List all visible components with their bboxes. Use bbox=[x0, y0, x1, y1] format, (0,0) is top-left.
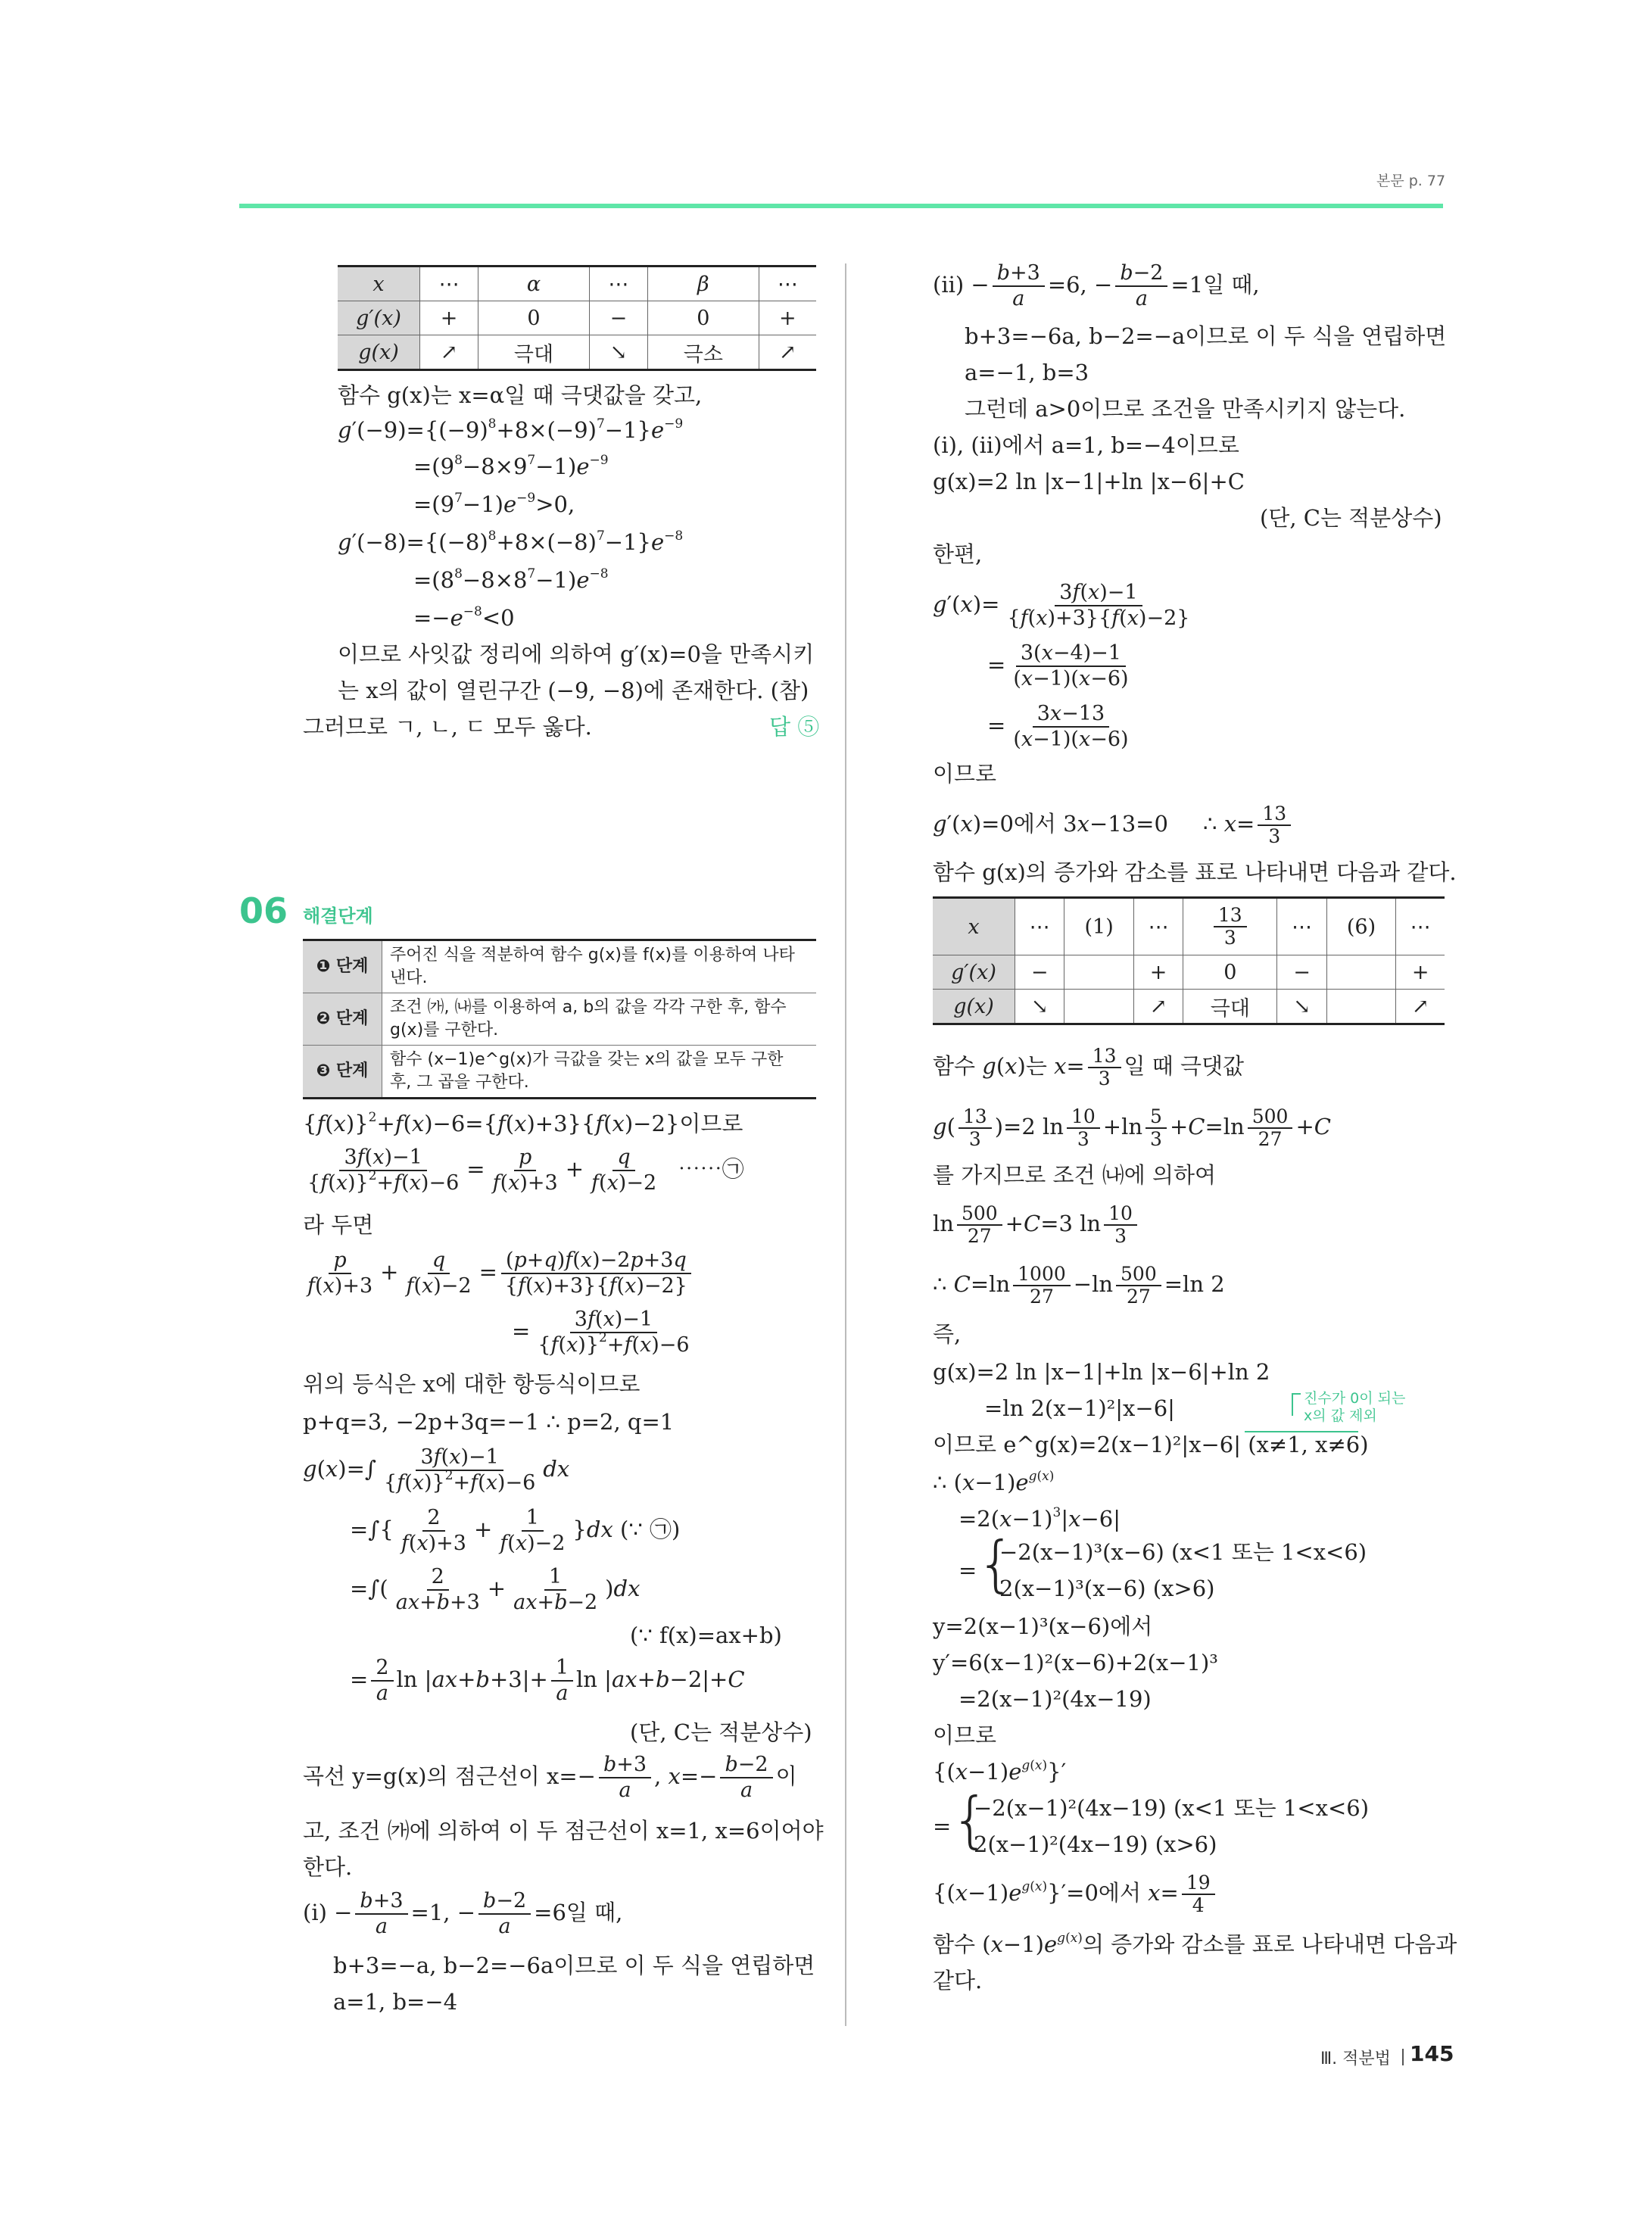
text-inline: =6일 때, bbox=[534, 1900, 623, 1925]
table-cell: − bbox=[1015, 955, 1064, 990]
table-cell: β bbox=[648, 267, 759, 301]
text-line: 즉, bbox=[933, 1321, 962, 1347]
math-line: $\{f(x)\}^2+f(x)-6=\{f(x)+3\}\{f(x)-2\}$이므로 bbox=[303, 1110, 743, 1136]
text-line: y′=6(x−1)²(x−6)+2(x−1)³ bbox=[933, 1650, 1218, 1675]
step-row bbox=[303, 993, 816, 1046]
text-line: 를 가지므로 조건 ㈏에 의하여 bbox=[933, 1162, 1217, 1188]
math-line: ln $\frac{500}{27}$ +C=3 ln $\frac{10}{3}$ bbox=[933, 1195, 1140, 1252]
math-line: g(x)=∫ $\frac{3f(x)-1}{\{f(x)\}^2+f(x)-6}$ dx bbox=[303, 1445, 570, 1495]
text-line: 2(x−1)³(x−6) (x>6) bbox=[999, 1576, 1215, 1601]
math-line: = bbox=[933, 1813, 952, 1839]
answer-label: 답 ⑤ bbox=[769, 714, 820, 740]
math-line: = $\frac{3(x-4)-1}{(x-1)(x-6)}$ bbox=[987, 641, 1129, 690]
footer-divider bbox=[1402, 2049, 1404, 2065]
math-line: 곡선 y=g(x)의 점근선이 x=− $\frac{b+3}{a}$ , x=− $\frac{b-2}{a}$ 이 bbox=[303, 1753, 797, 1802]
step-text: 조건 ㈎, ㈏를 이용하여 a, b의 값을 각각 구한 후, 함수 g(x)를 구한다. bbox=[382, 993, 817, 1046]
table-cell: + bbox=[759, 301, 816, 335]
brace: { bbox=[977, 1529, 1015, 1599]
math-line: = $\frac{2}{a}$ ln |ax+b+3|+ $\frac{1}{a}$ ln |ax+b−2|+C bbox=[350, 1656, 745, 1705]
table-cell: 극소 bbox=[648, 335, 759, 370]
text-line: y=2(x−1)³(x−6)에서 bbox=[933, 1613, 1153, 1639]
table-cell bbox=[1064, 990, 1134, 1024]
math-line: g′(x)=0에서 3x−13=0 ∴ x= $\frac{13}{3}$ bbox=[933, 796, 1294, 851]
table-cell: x bbox=[338, 267, 420, 301]
math-line: $=(9^7-1)e^{-9}>0$, bbox=[413, 491, 575, 517]
math-line: (ii) − $\frac{b+3}{a}$ =6, − $\frac{b-2}{a}$ =1일 때, bbox=[933, 261, 1260, 310]
text-line: 이므로 bbox=[933, 1722, 997, 1748]
reference-note: (∵ ㉠) bbox=[620, 1516, 681, 1542]
table-cell bbox=[1064, 955, 1134, 990]
side-note bbox=[1304, 1390, 1405, 1425]
table-cell: ⋯ bbox=[1015, 898, 1064, 955]
table-cell: ⋯ bbox=[420, 267, 478, 301]
text-line: a=−1, b=3 bbox=[965, 360, 1089, 385]
column-divider bbox=[845, 263, 846, 2026]
variation-table-2 bbox=[933, 896, 1445, 1025]
text-line: 고, 조건 ㈎에 의하여 이 두 점근선이 x=1, x=6이어야 bbox=[303, 1818, 824, 1844]
table-cell: 극대 bbox=[1183, 990, 1277, 1024]
text-inline: 의 증가와 감소를 표로 나타내면 다음과 bbox=[1082, 1931, 1457, 1957]
footer-chapter: Ⅲ. 적분법 bbox=[1320, 2050, 1391, 2068]
text-inline: =1일 때, bbox=[1170, 272, 1260, 298]
table-cell bbox=[1326, 955, 1396, 990]
text-line: −2(x−1)²(4x−19) (x<1 또는 1<x<6) bbox=[974, 1795, 1370, 1821]
math-line: = $\frac{3f(x)-1}{\{f(x)\}^2+f(x)-6}$ bbox=[512, 1308, 690, 1357]
math-line: $\{(x-1)e^{g(x)}\}'$ bbox=[933, 1758, 1067, 1785]
math-line: 함수 g(x)는 x= $\frac{13}{3}$ 일 때 극댓값 bbox=[933, 1045, 1245, 1089]
table-cell: + bbox=[1133, 955, 1183, 990]
text-line: =2(x−1)²(4x−19) bbox=[958, 1686, 1152, 1712]
problem-label: 해결단계 bbox=[303, 906, 373, 927]
table-cell: ↗ bbox=[420, 335, 478, 370]
math-line: = bbox=[958, 1557, 977, 1583]
math-line: g( $\frac{13}{3}$ )=2 ln $\frac{10}{3}$ +ln $\frac{5}{3}$ +C=ln $\frac{500}{27}$ +C bbox=[933, 1105, 1331, 1150]
text-line: =ln 2(x−1)²|x−6| bbox=[984, 1395, 1175, 1421]
table-cell: − bbox=[1277, 955, 1326, 990]
text-inline: 일 때 극댓값 bbox=[1124, 1053, 1245, 1079]
math-line: $=(9^8-8\times 9^7-1)e^{-9}$ bbox=[413, 453, 609, 479]
table-cell: 0 bbox=[1183, 955, 1277, 990]
step-row bbox=[303, 940, 816, 993]
step-label: ❶ 단계 bbox=[303, 940, 382, 993]
table-cell: x bbox=[933, 898, 1015, 955]
table-cell: ↗ bbox=[1133, 990, 1183, 1024]
text-line: 2(x−1)²(4x−19) (x>6) bbox=[974, 1831, 1217, 1857]
side-note-line: x의 값 제외 bbox=[1304, 1407, 1377, 1424]
text-line: 한편, bbox=[933, 541, 983, 567]
table-cell: ↗ bbox=[759, 335, 816, 370]
solution-steps-table bbox=[303, 939, 816, 1099]
table-cell: + bbox=[1396, 955, 1445, 990]
text-line: 이므로 bbox=[933, 761, 997, 787]
side-note-line: 진수가 0이 되는 bbox=[1304, 1390, 1406, 1407]
page-number: 145 bbox=[1410, 2041, 1454, 2066]
note-bracket bbox=[1292, 1393, 1301, 1416]
table-cell: − bbox=[589, 301, 647, 335]
text-line: 는 x의 값이 열린구간 (−9, −8)에 존재한다. (참) bbox=[338, 678, 809, 703]
math-line: $\frac{p}{f(x)+3}$ + $\frac{q}{f(x)-2}$ = $\frac{(p+q)f(x)-2p+3q}{\{f(x)+3\}\{f(x)-2\}}$ bbox=[300, 1245, 695, 1299]
math-line: =∫{ $\frac{2}{f(x)+3}$ + $\frac{1}{f(x)-2}$ }dx (∵ ㉠) bbox=[350, 1506, 681, 1555]
table-cell: ⋯ bbox=[1133, 898, 1183, 955]
text-inline: 이므로 bbox=[679, 1111, 743, 1136]
math-line: $\{(x-1)e^{g(x)}\}'=0$에서 x= $\frac{19}{4}$ bbox=[933, 1866, 1218, 1920]
table-cell: ⋯ bbox=[589, 267, 647, 301]
table-cell: 0 bbox=[478, 301, 590, 335]
math-line: ∴ C=ln $\frac{1000}{27}$ −ln $\frac{500}{27}$ =ln 2 bbox=[933, 1263, 1225, 1308]
table-cell: g(x) bbox=[338, 335, 420, 370]
text-line: 라 두면 bbox=[303, 1212, 374, 1238]
math-line: g′(x)= $\frac{3f(x)-1}{\{f(x)+3\}\{f(x)-2\}}$ bbox=[933, 581, 1190, 630]
table-cell: 0 bbox=[648, 301, 759, 335]
text-line: −2(x−1)³(x−6) (x<1 또는 1<x<6) bbox=[999, 1539, 1367, 1565]
text-line: 이므로 e^g(x)=2(x−1)²|x−6| (x≠1, x≠6) bbox=[933, 1432, 1369, 1457]
step-text: 주어진 식을 적분하여 함수 g(x)를 f(x)를 이용하여 나타낸다. bbox=[382, 940, 817, 993]
table-cell: ↘ bbox=[1015, 990, 1064, 1024]
text-line: 한다. bbox=[303, 1854, 353, 1880]
text-line: (i), (ii)에서 a=1, b=−4이므로 bbox=[933, 432, 1239, 458]
brace: { bbox=[951, 1785, 990, 1855]
table-cell: ⋯ bbox=[759, 267, 816, 301]
text-line: g(x)=2 ln |x−1|+ln |x−6|+ln 2 bbox=[933, 1359, 1270, 1385]
table-cell: g′(x) bbox=[933, 955, 1015, 990]
table-cell: + bbox=[420, 301, 478, 335]
math-line: $g'(-8)=\{(-8)^8+8\times(-8)^7-1\}e^{-8}$ bbox=[338, 528, 684, 555]
math-line: $=(8^8-8\times 8^7-1)e^{-8}$ bbox=[413, 566, 609, 593]
text-line: 그러므로 ㄱ, ㄴ, ㄷ 모두 옳다. bbox=[303, 714, 592, 740]
math-line: ∴ $(x-1)e^{g(x)}$ bbox=[933, 1469, 1055, 1495]
table-cell: ↘ bbox=[589, 335, 647, 370]
text-line: (∵ f(x)=ax+b) bbox=[630, 1622, 782, 1648]
variation-table-1 bbox=[338, 265, 816, 371]
table-cell: g(x) bbox=[933, 990, 1015, 1024]
table-cell: ↗ bbox=[1396, 990, 1445, 1024]
text-inline: 이 bbox=[775, 1763, 797, 1789]
math-line: = $\frac{3x-13}{(x-1)(x-6)}$ bbox=[987, 702, 1129, 751]
table-cell: (6) bbox=[1326, 898, 1396, 955]
text-line: 함수 g(x)는 x=α일 때 극댓값을 갖고, bbox=[338, 382, 703, 408]
text-line: 위의 등식은 x에 대한 항등식이므로 bbox=[303, 1371, 641, 1397]
text-line: b+3=−6a, b−2=−a이므로 이 두 식을 연립하면 bbox=[965, 323, 1447, 349]
text-line: a=1, b=−4 bbox=[333, 1989, 458, 2015]
text-inline: 곡선 y=g(x)의 점근선이 x=− bbox=[303, 1763, 596, 1789]
table-cell: (1) bbox=[1064, 898, 1134, 955]
text-line: 함수 g(x)의 증가와 감소를 표로 나타내면 다음과 같다. bbox=[933, 859, 1457, 885]
table-cell: ⋯ bbox=[1396, 898, 1445, 955]
math-line: 함수 $(x-1)e^{g(x)}$의 증가와 감소를 표로 나타내면 다음과 bbox=[933, 1931, 1457, 1957]
text-line: b+3=−a, b−2=−6a이므로 이 두 식을 연립하면 bbox=[333, 1953, 815, 1978]
table-cell: g′(x) bbox=[338, 301, 420, 335]
text-line: (단, C는 적분상수) bbox=[630, 1719, 812, 1745]
math-line: $=2(x-1)^3|x-6|$ bbox=[958, 1505, 1121, 1532]
table-cell: α bbox=[478, 267, 590, 301]
text-line: 그런데 a>0이므로 조건을 만족시키지 않는다. bbox=[965, 396, 1406, 422]
step-label: ❸ 단계 bbox=[303, 1046, 382, 1099]
math-line: (i) − $\frac{b+3}{a}$ =1, − $\frac{b-2}{a}$ =6일 때, bbox=[303, 1889, 623, 1938]
table-cell: $\frac{13}{3}$ bbox=[1183, 898, 1277, 955]
page-reference: 본문 p. 77 bbox=[1376, 173, 1446, 189]
step-text: 함수 (x−1)e^g(x)가 극값을 갖는 x의 값을 모두 구한 후, 그 곱을 구한다. bbox=[382, 1046, 817, 1099]
problem-number: 06 bbox=[239, 890, 288, 931]
table-cell bbox=[1326, 990, 1396, 1024]
step-label: ❷ 단계 bbox=[303, 993, 382, 1046]
table-cell: ↘ bbox=[1277, 990, 1326, 1024]
step-row bbox=[303, 1046, 816, 1099]
text-line: p+q=3, −2p+3q=−1 ∴ p=2, q=1 bbox=[303, 1409, 675, 1435]
math-line: $g'(-9)=\{(-9)^8+8\times(-9)^7-1\}e^{-9}$ bbox=[338, 416, 684, 443]
table-cell: 극대 bbox=[478, 335, 590, 370]
text-line: g(x)=2 ln |x−1|+ln |x−6|+C bbox=[933, 469, 1245, 494]
math-line: $\frac{3f(x)-1}{\{f(x)\}^2+f(x)-6}$ = $\frac{p}{f(x)+3}$ + $\frac{q}{f(x)-2}$ ⋯⋯㉠ bbox=[307, 1146, 744, 1195]
text-line: (단, C는 적분상수) bbox=[1260, 505, 1442, 531]
text-line: 이므로 사잇값 정리에 의하여 g′(x)=0을 만족시키 bbox=[338, 641, 815, 667]
text-line: 같다. bbox=[933, 1968, 983, 1993]
math-line: =∫( $\frac{2}{ax+b+3}$ + $\frac{1}{ax+b-2}$ )dx bbox=[350, 1565, 641, 1614]
math-line: $=-e^{-8}<0$ bbox=[413, 604, 515, 631]
table-cell: ⋯ bbox=[1277, 898, 1326, 955]
header-rule bbox=[239, 204, 1443, 208]
